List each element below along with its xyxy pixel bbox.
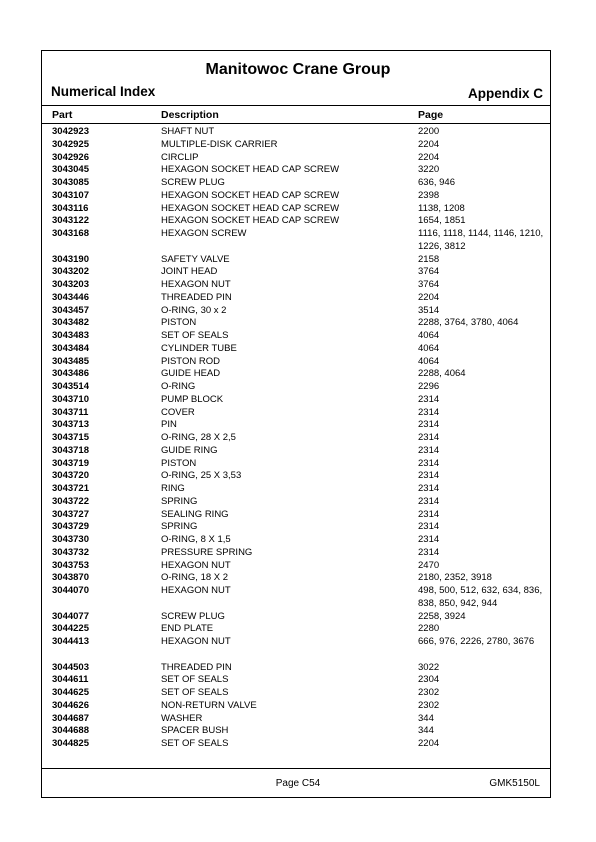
table-row [0, 381, 596, 394]
table-row [0, 509, 596, 522]
page-references: 2200 [418, 126, 440, 137]
table-row [0, 254, 596, 267]
part-number: 3044077 [52, 610, 89, 622]
table-row [0, 725, 596, 738]
part-description: SET OF SEALS [161, 674, 229, 686]
table-row [0, 152, 596, 165]
part-number: 3043483 [52, 330, 89, 341]
part-description: GUIDE RING [161, 444, 218, 456]
table-row [0, 738, 596, 751]
part-description: HEXAGON SOCKET HEAD CAP SCREW [161, 202, 340, 214]
part-description: SCREW PLUG [161, 610, 225, 622]
page-references: 636, 946 [418, 177, 455, 188]
page-references: 2258, 3924 [418, 610, 466, 622]
part-description: SET OF SEALS [161, 330, 229, 341]
table-row [0, 623, 596, 636]
page-references: 2314 [418, 508, 440, 520]
part-number: 3044503 [52, 661, 89, 673]
table-row [0, 496, 596, 509]
page-references: 2180, 2352, 3918 [418, 572, 492, 584]
part-description: SHAFT NUT [161, 126, 215, 137]
part-description: HEXAGON SOCKET HEAD CAP SCREW [161, 164, 340, 176]
table-row [0, 228, 596, 254]
table-row [0, 470, 596, 483]
table-row [0, 585, 596, 611]
part-description: HEXAGON SOCKET HEAD CAP SCREW [161, 215, 340, 227]
page-references: 1116, 1118, 1144, 1146, 1210, 1226, 3812 [418, 228, 544, 252]
page-references: 344 [418, 725, 434, 737]
table-row [0, 266, 596, 279]
part-description: O-RING [161, 381, 196, 392]
part-number: 3043721 [52, 483, 89, 494]
table-row [0, 215, 596, 228]
part-description: HEXAGON NUT [161, 636, 231, 647]
part-number: 3043730 [52, 534, 89, 545]
part-number: 3043457 [52, 304, 89, 316]
part-number: 3043732 [52, 546, 89, 558]
table-row [0, 305, 596, 318]
part-number: 3043719 [52, 457, 89, 469]
page-references: 2296 [418, 381, 440, 392]
page-references: 2302 [418, 699, 440, 711]
header-rule-bottom [41, 123, 551, 124]
table-row [0, 521, 596, 534]
page-references: 2314 [418, 432, 440, 443]
part-description: GUIDE HEAD [161, 368, 221, 380]
part-description: HEXAGON SOCKET HEAD CAP SCREW [161, 189, 340, 201]
part-number: 3043710 [52, 393, 89, 405]
part-description: O-RING, 8 X 1,5 [161, 534, 231, 545]
part-number: 3044225 [52, 623, 89, 635]
header-rule-top [41, 105, 551, 106]
part-description: SET OF SEALS [161, 738, 229, 749]
part-description: END PLATE [161, 623, 214, 635]
page-references: 2288, 4064 [418, 368, 466, 380]
page-references: 2314 [418, 470, 440, 482]
page-references: 2314 [418, 457, 440, 469]
part-number: 3044688 [52, 725, 89, 737]
part-number: 3043711 [52, 406, 89, 418]
part-description: SAFETY VALVE [161, 253, 230, 265]
part-description: THREADED PIN [161, 661, 232, 673]
part-number: 3043446 [52, 291, 89, 303]
part-number: 3044611 [52, 674, 89, 686]
part-number: 3043190 [52, 253, 89, 265]
page-references: 2204 [418, 738, 440, 749]
part-description: HEXAGON SCREW [161, 228, 247, 239]
part-number: 3043715 [52, 432, 89, 443]
page-references: 666, 976, 2226, 2780, 3676 [418, 636, 535, 647]
page-references: 2204 [418, 151, 440, 163]
part-number: 3043107 [52, 189, 89, 201]
column-header-part: Part [52, 109, 73, 121]
page-references: 2314 [418, 406, 440, 418]
part-description: O-RING, 28 X 2,5 [161, 432, 236, 443]
column-header-page: Page [418, 109, 444, 121]
appendix-label: Appendix C [467, 86, 543, 101]
page-references: 1138, 1208 [418, 202, 465, 214]
part-description: PISTON [161, 317, 197, 329]
part-number: 3043720 [52, 470, 89, 482]
part-description: PIN [161, 419, 177, 431]
part-description: O-RING, 30 x 2 [161, 304, 227, 316]
table-row [0, 636, 596, 662]
part-number: 3044687 [52, 712, 89, 724]
part-description: PISTON [161, 457, 197, 469]
table-row [0, 190, 596, 203]
table-row [0, 700, 596, 713]
part-number: 3043122 [52, 215, 89, 227]
part-description: HEXAGON NUT [161, 279, 231, 290]
table-row [0, 330, 596, 343]
part-number: 3043045 [52, 164, 89, 176]
part-number: 3043514 [52, 381, 89, 392]
part-description: CIRCLIP [161, 151, 199, 163]
page-references: 2314 [418, 483, 440, 494]
table-row [0, 674, 596, 687]
part-number: 3044413 [52, 636, 89, 647]
table-row [0, 203, 596, 216]
table-row [0, 445, 596, 458]
footer-document-id: GMK5150L [489, 778, 540, 789]
column-header-description: Description [161, 109, 219, 121]
page-references: 2302 [418, 687, 440, 698]
part-number: 3043482 [52, 317, 89, 329]
part-description: PUMP BLOCK [161, 393, 224, 405]
table-row [0, 432, 596, 445]
page-references: 2314 [418, 444, 440, 456]
part-number: 3042923 [52, 126, 89, 137]
page-references: 3764 [418, 266, 440, 278]
page-references: 2158 [418, 253, 440, 265]
table-row [0, 547, 596, 560]
table-row [0, 177, 596, 190]
part-description: SCREW PLUG [161, 177, 225, 188]
part-description: JOINT HEAD [161, 266, 218, 278]
part-description: O-RING, 18 X 2 [161, 572, 229, 584]
part-number: 3043713 [52, 419, 89, 431]
page-references: 4064 [418, 330, 440, 341]
table-row [0, 662, 596, 675]
page-references: 2470 [418, 559, 440, 571]
part-description: THREADED PIN [161, 291, 232, 303]
page-references: 4064 [418, 342, 440, 354]
part-description: PRESSURE SPRING [161, 546, 253, 558]
page-references: 2288, 3764, 3780, 4064 [418, 317, 519, 329]
page-references: 2398 [418, 189, 440, 201]
footer-page-number: Page C54 [275, 778, 321, 789]
table-row [0, 560, 596, 573]
table-row [0, 407, 596, 420]
table-row [0, 164, 596, 177]
table-row [0, 713, 596, 726]
part-number: 3043116 [52, 202, 89, 214]
part-number: 3043722 [52, 495, 89, 507]
table-row [0, 534, 596, 547]
table-row [0, 343, 596, 356]
part-number: 3043168 [52, 228, 89, 239]
part-number: 3043870 [52, 572, 89, 584]
page-references: 4064 [418, 355, 440, 367]
table-row [0, 317, 596, 330]
page-references: 2314 [418, 419, 440, 431]
page-references: 2304 [418, 674, 440, 686]
part-number: 3043727 [52, 508, 89, 520]
part-number: 3044625 [52, 687, 89, 698]
table-row [0, 356, 596, 369]
page-references: 3220 [418, 164, 440, 176]
part-description: HEXAGON NUT [161, 585, 231, 596]
part-number: 3043729 [52, 521, 89, 533]
part-description: MULTIPLE-DISK CARRIER [161, 138, 278, 150]
part-number: 3044626 [52, 699, 89, 711]
page-references: 2314 [418, 534, 440, 545]
page-references: 344 [418, 712, 434, 724]
part-number: 3044070 [52, 585, 89, 596]
part-description: SPACER BUSH [161, 725, 229, 737]
part-description: CYLINDER TUBE [161, 342, 237, 354]
part-description: NON-RETURN VALVE [161, 699, 257, 711]
index-table [0, 126, 596, 751]
table-row [0, 139, 596, 152]
part-number: 3043484 [52, 342, 89, 354]
table-row [0, 394, 596, 407]
page-references: 2314 [418, 546, 440, 558]
table-row [0, 611, 596, 624]
index-title: Numerical Index [51, 84, 156, 99]
part-number: 3042925 [52, 138, 89, 150]
part-number: 3043485 [52, 355, 89, 367]
part-number: 3042926 [52, 151, 89, 163]
part-description: COVER [161, 406, 195, 418]
page-references: 2314 [418, 521, 440, 533]
part-number: 3043203 [52, 279, 89, 290]
page-references: 3514 [418, 304, 440, 316]
part-number: 3043085 [52, 177, 89, 188]
page-references: 2204 [418, 291, 440, 303]
table-row [0, 572, 596, 585]
part-number: 3043753 [52, 559, 89, 571]
page-references: 2280 [418, 623, 440, 635]
part-description: HEXAGON NUT [161, 559, 231, 571]
part-number: 3043486 [52, 368, 89, 380]
page-references: 498, 500, 512, 632, 634, 836, 838, 850, 942, 944 [418, 585, 543, 609]
table-row [0, 687, 596, 700]
table-row [0, 458, 596, 471]
page-references: 2204 [418, 138, 440, 150]
table-row [0, 126, 596, 139]
page-references: 1654, 1851 [418, 215, 466, 227]
table-row [0, 279, 596, 292]
table-row [0, 292, 596, 305]
part-description: PISTON ROD [161, 355, 220, 367]
table-row [0, 419, 596, 432]
part-description: SET OF SEALS [161, 687, 229, 698]
table-row [0, 368, 596, 381]
part-number: 3043718 [52, 444, 89, 456]
company-title: Manitowoc Crane Group [205, 61, 391, 78]
part-description: SPRING [161, 495, 198, 507]
page-references: 2314 [418, 393, 440, 405]
footer-rule [41, 768, 551, 769]
page-references: 2314 [418, 495, 440, 507]
part-description: SEALING RING [161, 508, 229, 520]
table-row [0, 483, 596, 496]
part-number: 3044825 [52, 738, 89, 749]
part-description: O-RING, 25 X 3,53 [161, 470, 242, 482]
page-references: 3022 [418, 661, 440, 673]
part-description: RING [161, 483, 185, 494]
part-description: SPRING [161, 521, 198, 533]
part-number: 3043202 [52, 266, 89, 278]
page-references: 3764 [418, 279, 440, 290]
part-description: WASHER [161, 712, 203, 724]
